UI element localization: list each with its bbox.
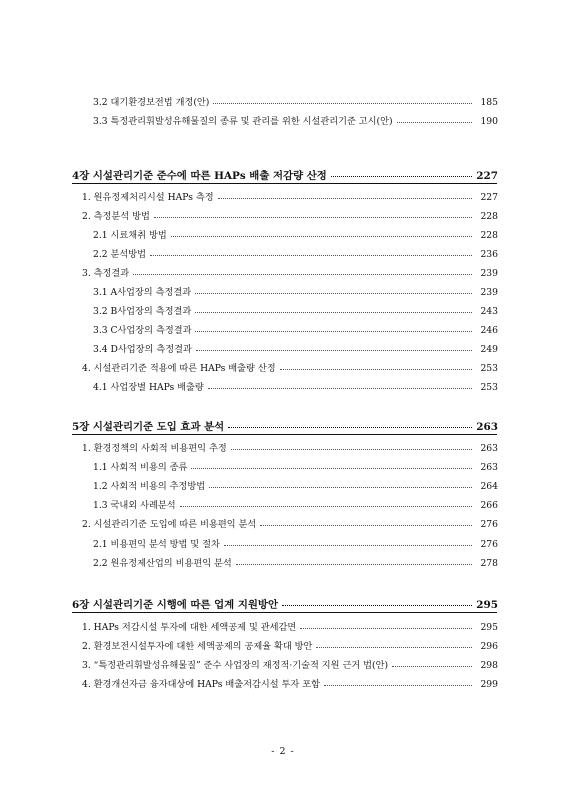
toc-entry-page: 236: [480, 249, 498, 260]
toc-entry-page: 276: [480, 539, 498, 550]
toc-entry-page: 266: [480, 500, 498, 511]
dot-leader: [133, 274, 472, 275]
toc-entry-label: 3.2 대기환경보전법 개정(안): [93, 97, 210, 108]
toc-entry-page: 264: [480, 481, 498, 492]
toc-entry-label: 2. 시설관리기준 도입에 따른 비용편익 분석: [82, 519, 257, 530]
toc-entry-label: 4. 환경개선자금 융자대상에 HAPs 배출저감시설 투자 포함: [82, 679, 320, 690]
toc-entry[interactable]: [93, 478, 498, 492]
chapter-title: 4장 시설관리기준 준수에 따른 HAPs 배출 저감량 산정: [72, 170, 327, 182]
chapter-rule: [72, 183, 497, 184]
dot-leader: [213, 103, 472, 104]
toc-entry[interactable]: [93, 303, 498, 317]
toc-entry[interactable]: [82, 208, 498, 222]
toc-entry-label: 4.1 사업장별 HAPs 배출량: [93, 382, 204, 393]
chapter-heading[interactable]: [72, 418, 498, 433]
toc-entry[interactable]: [93, 555, 498, 569]
chapter-heading[interactable]: [72, 596, 498, 611]
toc-entry[interactable]: [82, 657, 498, 671]
toc-entry-page: 228: [480, 230, 498, 241]
toc-entry[interactable]: [82, 638, 498, 652]
dot-leader: [324, 685, 472, 686]
toc-entry-page: 296: [480, 641, 498, 652]
dot-leader: [195, 312, 472, 313]
dot-leader: [154, 217, 472, 218]
toc-entry[interactable]: [82, 619, 498, 633]
dot-leader: [195, 293, 472, 294]
toc-entry-label: 1. 환경정책의 사회적 비용편익 추정: [82, 443, 227, 454]
chapter-page: 263: [476, 421, 498, 433]
dot-leader: [300, 628, 472, 629]
dot-leader: [331, 176, 472, 177]
toc-entry[interactable]: [82, 440, 498, 454]
chapter-title: 6장 시설관리기준 시행에 따른 업계 지원방안: [72, 599, 278, 611]
dot-leader: [397, 122, 472, 123]
toc-entry[interactable]: [93, 322, 498, 336]
toc-entry-label: 3.3 C사업장의 측정결과: [93, 325, 192, 336]
toc-entry-page: 227: [480, 192, 498, 203]
toc-entry[interactable]: [93, 459, 498, 473]
toc-entry-page: 276: [480, 519, 498, 530]
toc-entry-label: 2. 환경보전시설투자에 대한 세액공제의 공제율 확대 방안: [82, 641, 313, 652]
toc-entry[interactable]: [93, 536, 498, 550]
toc-entry[interactable]: [93, 379, 498, 393]
dot-leader: [209, 487, 472, 488]
toc-entry[interactable]: [82, 189, 498, 203]
chapter-title: 5장 시설관리기준 도입 효과 분석: [72, 421, 225, 433]
dot-leader: [150, 255, 472, 256]
toc-entry-label: 2.2 원유정제산업의 비용편익 분석: [93, 558, 232, 569]
dot-leader: [195, 331, 472, 332]
toc-entry-label: 2.2 분석방법: [93, 249, 147, 260]
toc-entry[interactable]: [93, 341, 498, 355]
dot-leader: [196, 350, 472, 351]
toc-entry-page: 185: [480, 97, 498, 108]
dot-leader: [280, 369, 472, 370]
chapter-page: 295: [476, 599, 498, 611]
dot-leader: [228, 427, 472, 428]
toc-entry[interactable]: [93, 284, 498, 298]
toc-entry-label: 3.2 B사업장의 측정결과: [93, 306, 192, 317]
toc-entry-label: 1.1 사회적 비용의 종류: [93, 462, 188, 473]
toc-entry-label: 3.3 특정관리휘발성유해물질의 종류 및 관리를 위한 시설관리기준 고시(안): [93, 116, 393, 127]
toc-entry-label: 2. 측정분석 방법: [82, 211, 150, 222]
dot-leader: [260, 525, 472, 526]
toc-entry-label: 1.2 사회적 비용의 추정방법: [93, 481, 206, 492]
toc-entry[interactable]: [93, 113, 498, 127]
toc-entry[interactable]: [93, 227, 498, 241]
toc-entry-page: 246: [480, 325, 498, 336]
toc-entry-page: 299: [480, 679, 498, 690]
chapter-rule: [72, 612, 497, 613]
toc-entry-label: 1.3 국내외 사례분석: [93, 500, 176, 511]
dot-leader: [392, 666, 472, 667]
dot-leader: [316, 647, 472, 648]
dot-leader: [224, 545, 472, 546]
toc-entry-label: 4. 시설관리기준 적용에 따른 HAPs 배출량 산정: [82, 363, 276, 374]
dot-leader: [236, 564, 472, 565]
toc-entry-page: 298: [480, 660, 498, 671]
chapter-page: 227: [476, 170, 498, 182]
toc-entry-label: 2.1 비용편익 분석 방법 및 절차: [93, 539, 220, 550]
dot-leader: [180, 506, 472, 507]
toc-entry-label: 2.1 시료채취 방법: [93, 230, 167, 241]
toc-entry-label: 1. HAPs 저감시설 투자에 대한 세액공제 및 관세감면: [82, 622, 297, 633]
chapter-heading[interactable]: [72, 167, 498, 182]
toc-entry-page: 253: [480, 382, 498, 393]
toc-entry-page: 263: [480, 443, 498, 454]
toc-entry-label: 3. 측정결과: [82, 268, 130, 279]
dot-leader: [282, 605, 472, 606]
toc-entry-page: 249: [480, 344, 498, 355]
dot-leader: [171, 236, 472, 237]
chapter-rule: [72, 434, 497, 435]
toc-entry-page: 263: [480, 462, 498, 473]
toc-entry-page: 295: [480, 622, 498, 633]
toc-entry[interactable]: [82, 676, 498, 690]
toc-entry[interactable]: [93, 497, 498, 511]
dot-leader: [191, 468, 472, 469]
toc-entry-label: 3.4 D사업장의 측정결과: [93, 344, 192, 355]
page-number-footer: - 2 -: [271, 746, 295, 757]
toc-entry-page: 253: [480, 363, 498, 374]
toc-entry-label: 3. “특정관리휘발성유해물질” 준수 사업장의 재정적·기술적 지원 근거 법(안): [82, 660, 389, 671]
toc-entry-page: 239: [480, 268, 498, 279]
toc-entry[interactable]: [82, 516, 498, 530]
toc-entry-label: 3.1 A사업장의 측정결과: [93, 287, 192, 298]
dot-leader: [231, 449, 472, 450]
toc-entry[interactable]: [82, 360, 498, 374]
toc-entry-page: 228: [480, 211, 498, 222]
dot-leader: [218, 198, 472, 199]
toc-entry[interactable]: [93, 94, 498, 108]
toc-entry-page: 243: [480, 306, 498, 317]
toc-entry-page: 278: [480, 558, 498, 569]
toc-entry-page: 239: [480, 287, 498, 298]
toc-entry-label: 1. 원유정제처리시설 HAPs 측정: [82, 192, 214, 203]
toc-entry[interactable]: [82, 265, 498, 279]
dot-leader: [208, 388, 472, 389]
toc-entry[interactable]: [93, 246, 498, 260]
toc-entry-page: 190: [480, 116, 498, 127]
